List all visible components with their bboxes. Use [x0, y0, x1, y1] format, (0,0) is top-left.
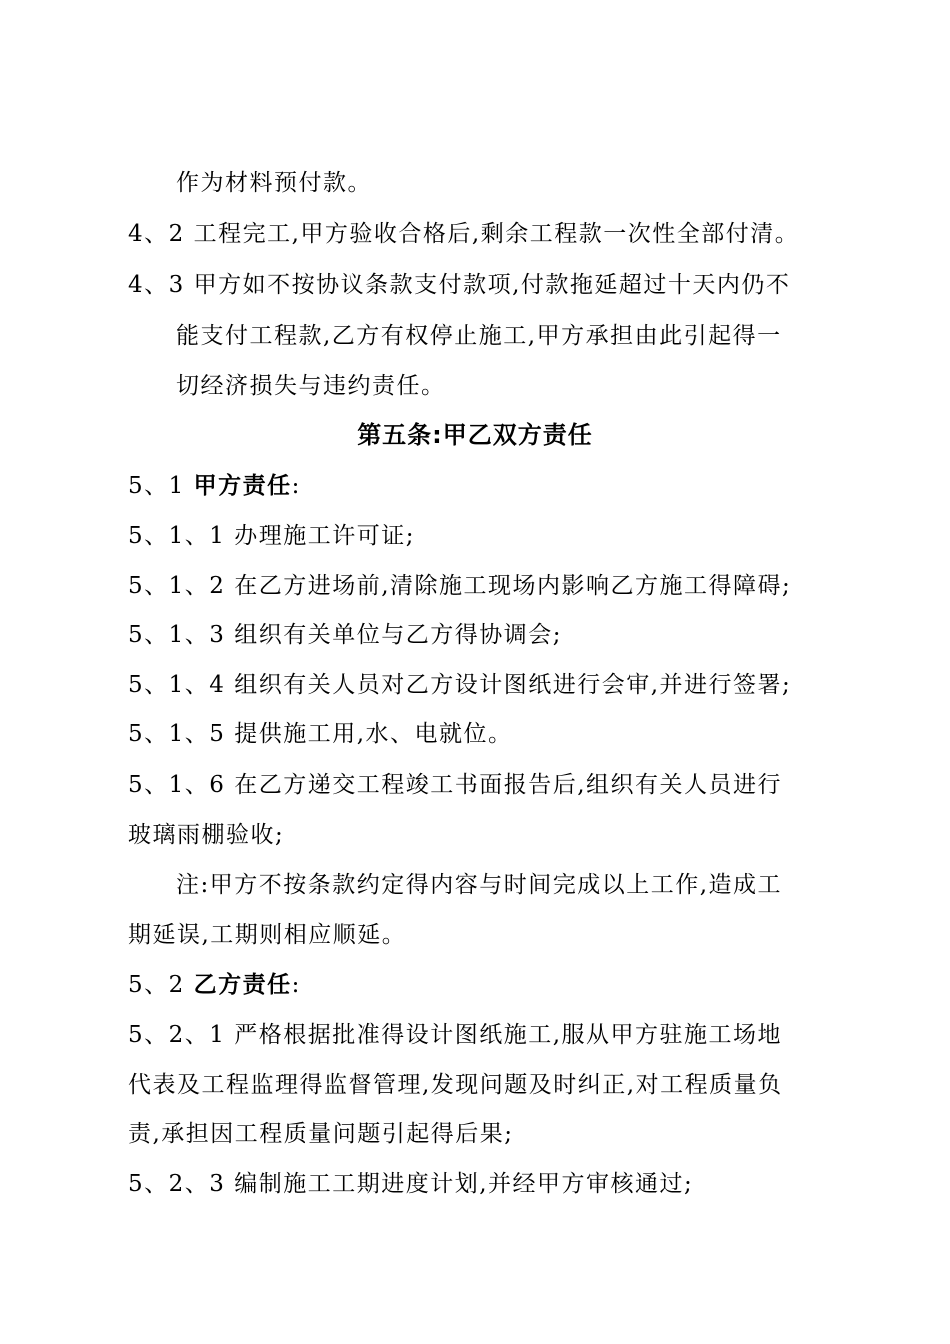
clause-4-3-cont-2: 切经济损失与违约责任。 — [176, 373, 446, 399]
clause-5-2-1-cont-2: 责,承担因工程质量问题引起得后果; — [128, 1121, 514, 1147]
clause-5-1-1: 5、1、1 办理施工许可证; — [128, 523, 415, 549]
section-5-2-number: 5、2 — [128, 972, 194, 998]
clause-5-1-3: 5、1、3 组织有关单位与乙方得协调会; — [128, 622, 562, 648]
clause-4-3-cont-1: 能支付工程款,乙方有权停止施工,甲方承担由此引起得一 — [176, 323, 782, 349]
note-line-2: 期延误,工期则相应顺延。 — [128, 922, 407, 948]
section-5-1-number: 5、1 — [128, 473, 194, 499]
clause-5-2-3: 5、2、3 编制施工工期进度计划,并经甲方审核通过; — [128, 1171, 694, 1197]
clause-5-1-5: 5、1、5 提供施工用,水、电就位。 — [128, 721, 513, 747]
clause-5-1-6-cont: 玻璃雨棚验收; — [128, 822, 285, 848]
section-5-2 — [128, 970, 301, 1000]
note-line-1: 注:甲方不按条款约定得内容与时间完成以上工作,造成工 — [176, 872, 783, 898]
section-5-2-colon: : — [291, 972, 301, 998]
clause-5-1-2: 5、1、2 在乙方进场前,清除施工现场内影响乙方施工得障碍; — [128, 573, 792, 599]
clause-4-2: 4、2 工程完工,甲方验收合格后,剩余工程款一次性全部付清。 — [128, 221, 800, 247]
text-line-prepayment: 作为材料预付款。 — [176, 170, 372, 196]
section-5-1-title: 甲方责任 — [193, 473, 292, 499]
clause-4-3: 4、3 甲方如不按协议条款支付款项,付款拖延超过十天内仍不 — [128, 272, 791, 298]
clause-5-2-1-cont-1: 代表及工程监理得监督管理,发现问题及时纠正,对工程质量负 — [128, 1072, 783, 1098]
clause-5-2-1: 5、2、1 严格根据批准得设计图纸施工,服从甲方驻施工场地 — [128, 1022, 783, 1048]
article-5-heading: 第五条:甲乙双方责任 — [357, 421, 593, 449]
section-5-1 — [128, 471, 301, 501]
section-5-1-colon: : — [291, 473, 301, 499]
clause-5-1-4: 5、1、4 组织有关人员对乙方设计图纸进行会审,并进行签署; — [128, 672, 792, 698]
clause-5-1-6: 5、1、6 在乙方递交工程竣工书面报告后,组织有关人员进行 — [128, 772, 783, 798]
section-5-2-title: 乙方责任 — [193, 972, 292, 998]
